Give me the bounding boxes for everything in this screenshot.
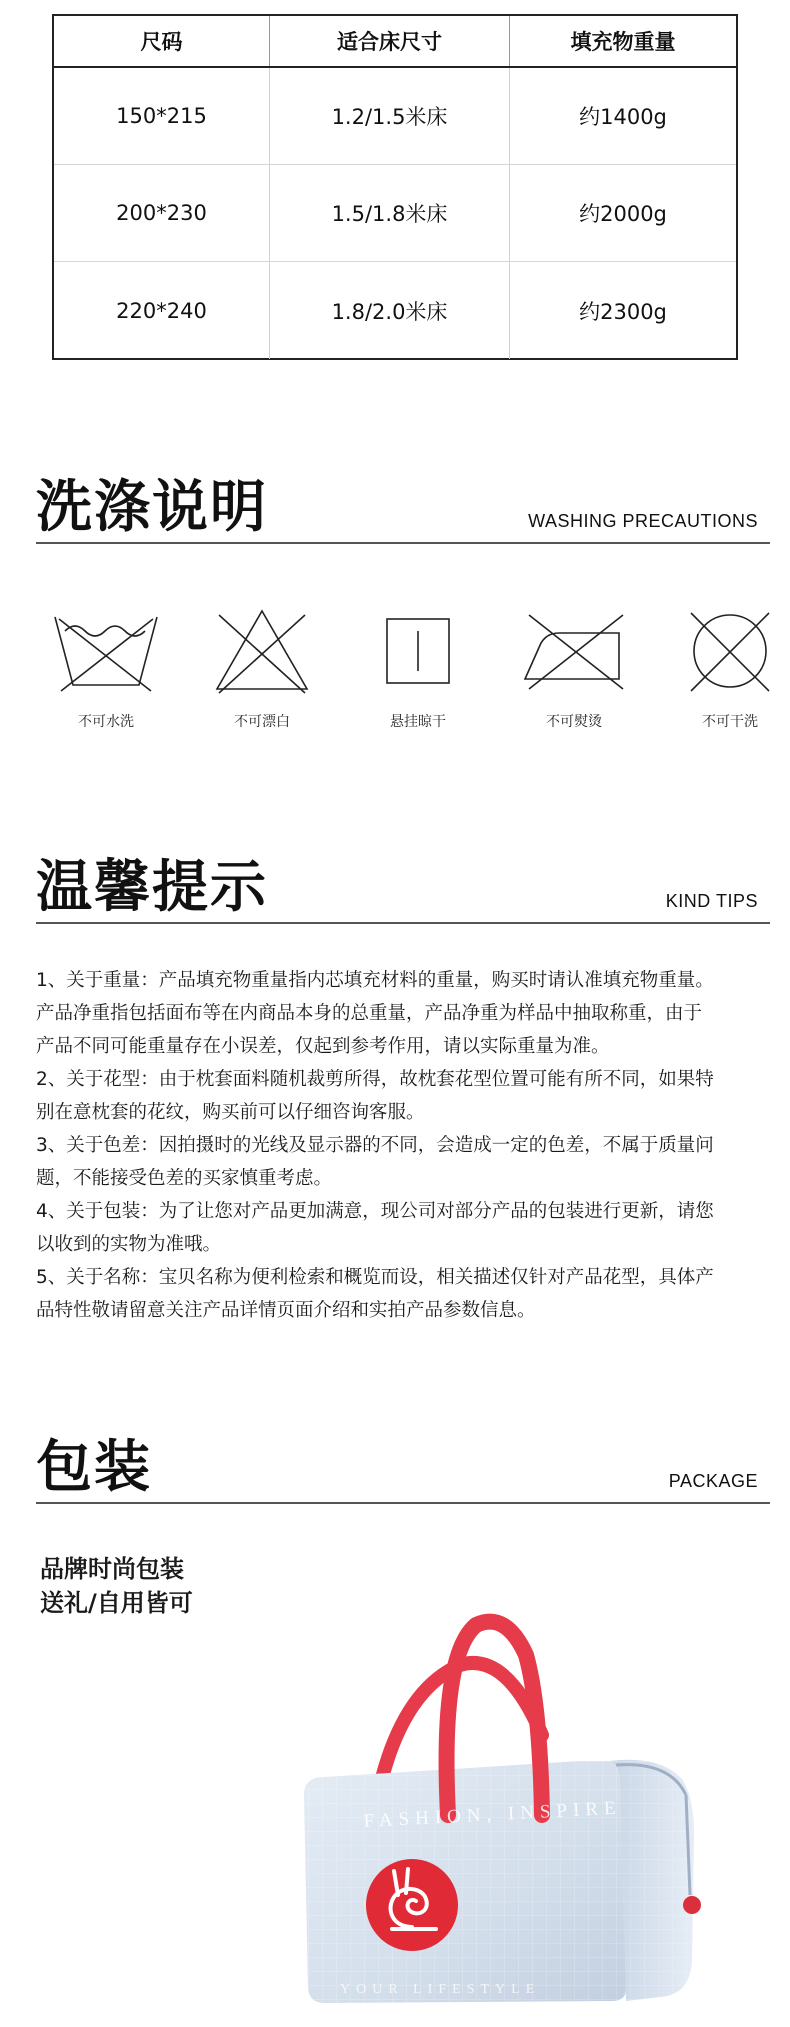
tips-line: 2、关于花型：由于枕套面料随机裁剪所得，故枕套花型位置可能有所不同，如果特 [36, 1069, 714, 1090]
cell-fill-weight: 约1400g [579, 105, 667, 129]
tips-line: 1、关于重量：产品填充物重量指内芯填充材料的重量，购买时请认准填充物重量。 [36, 970, 714, 991]
cell-size: 150*215 [54, 68, 270, 164]
tips-title: 温馨提示 [36, 855, 268, 920]
tips-line: 题，不能接受色差的买家慎重考虑。 [36, 1168, 333, 1189]
cell-fill-weight: 约2000g [579, 202, 667, 226]
tips-line: 4、关于包装：为了让您对产品更加满意，现公司对部分产品的包装进行更新，请您 [36, 1201, 714, 1222]
package-bag-image [280, 1565, 730, 2010]
cell-bed-size: 1.8/2.0米床 [270, 262, 510, 359]
wash-item [348, 605, 488, 755]
brand-logo [366, 1859, 458, 1951]
washing-subtitle: WASHING PRECAUTIONS [528, 511, 758, 531]
header-size: 尺码 [54, 16, 270, 66]
slogan-line: 品牌时尚包装 [40, 1555, 184, 1583]
tips-line: 5、关于名称：宝贝名称为便利检索和概览而设，相关描述仅针对产品花型，具体产 [36, 1267, 714, 1288]
wash-item [504, 605, 644, 755]
cell-size: 200*230 [54, 165, 270, 261]
wash-label: 不可干洗 [702, 714, 758, 730]
wash-label: 不可漂白 [234, 714, 290, 730]
zipper-pull-icon [683, 1896, 701, 1914]
cell-bed-size: 1.5/1.8米床 [270, 165, 510, 261]
tips-line: 产品净重指包括面布等在内商品本身的总重量，产品净重为样品中抽取称重，由于 [36, 1003, 703, 1024]
tips-section-header [36, 836, 770, 924]
slogan-line: 送礼/自用皆可 [40, 1589, 193, 1617]
no-bleach-icon [207, 605, 317, 697]
no-iron-icon [519, 605, 629, 697]
hang-dry-icon [363, 605, 473, 697]
tips-line: 以收到的实物为准哦。 [36, 1234, 222, 1255]
package-subtitle: PACKAGE [668, 1471, 758, 1491]
wash-item [36, 605, 176, 755]
washing-title: 洗涤说明 [36, 475, 268, 540]
wash-item [192, 605, 332, 755]
no-water-wash-icon [51, 605, 161, 697]
wash-label: 不可熨烫 [546, 714, 602, 730]
bag-print-top: FASHION, INSPIRE [363, 1797, 623, 1832]
tips-line: 品特性敬请留意关注产品详情页面介绍和实拍产品参数信息。 [36, 1300, 536, 1321]
cell-bed-size: 1.2/1.5米床 [270, 68, 510, 164]
package-title: 包装 [36, 1435, 152, 1500]
table-row [54, 262, 736, 359]
bag-print-bottom: YOUR LIFESTYLE [340, 1982, 541, 1997]
size-table [52, 14, 738, 360]
package-section-header [36, 1416, 770, 1504]
table-row [54, 165, 736, 262]
handle-text: LOVO [513, 1713, 532, 1747]
package-slogan [40, 1552, 193, 1620]
washing-section-header [36, 456, 770, 544]
wash-label: 悬挂晾干 [390, 714, 446, 730]
wash-label: 不可水洗 [78, 714, 134, 730]
header-bed-size: 适合床尺寸 [270, 16, 510, 66]
tips-subtitle: KIND TIPS [665, 891, 758, 911]
tips-line: 3、关于色差：因拍摄时的光线及显示器的不同，会造成一定的色差，不属于质量问 [36, 1135, 714, 1156]
size-table-header [54, 16, 736, 68]
tips-text [36, 964, 760, 1327]
wash-item [660, 605, 790, 755]
cell-fill-weight: 约2300g [579, 299, 667, 324]
washing-icons [36, 605, 770, 755]
table-row [54, 68, 736, 165]
header-fill-weight: 填充物重量 [570, 30, 676, 54]
tips-line: 别在意枕套的花纹，购买前可以仔细咨询客服。 [36, 1102, 425, 1123]
cell-size: 220*240 [54, 262, 270, 359]
no-dry-clean-icon [675, 605, 785, 697]
tips-line: 产品不同可能重量存在小误差，仅起到参考作用，请以实际重量为准。 [36, 1036, 610, 1057]
